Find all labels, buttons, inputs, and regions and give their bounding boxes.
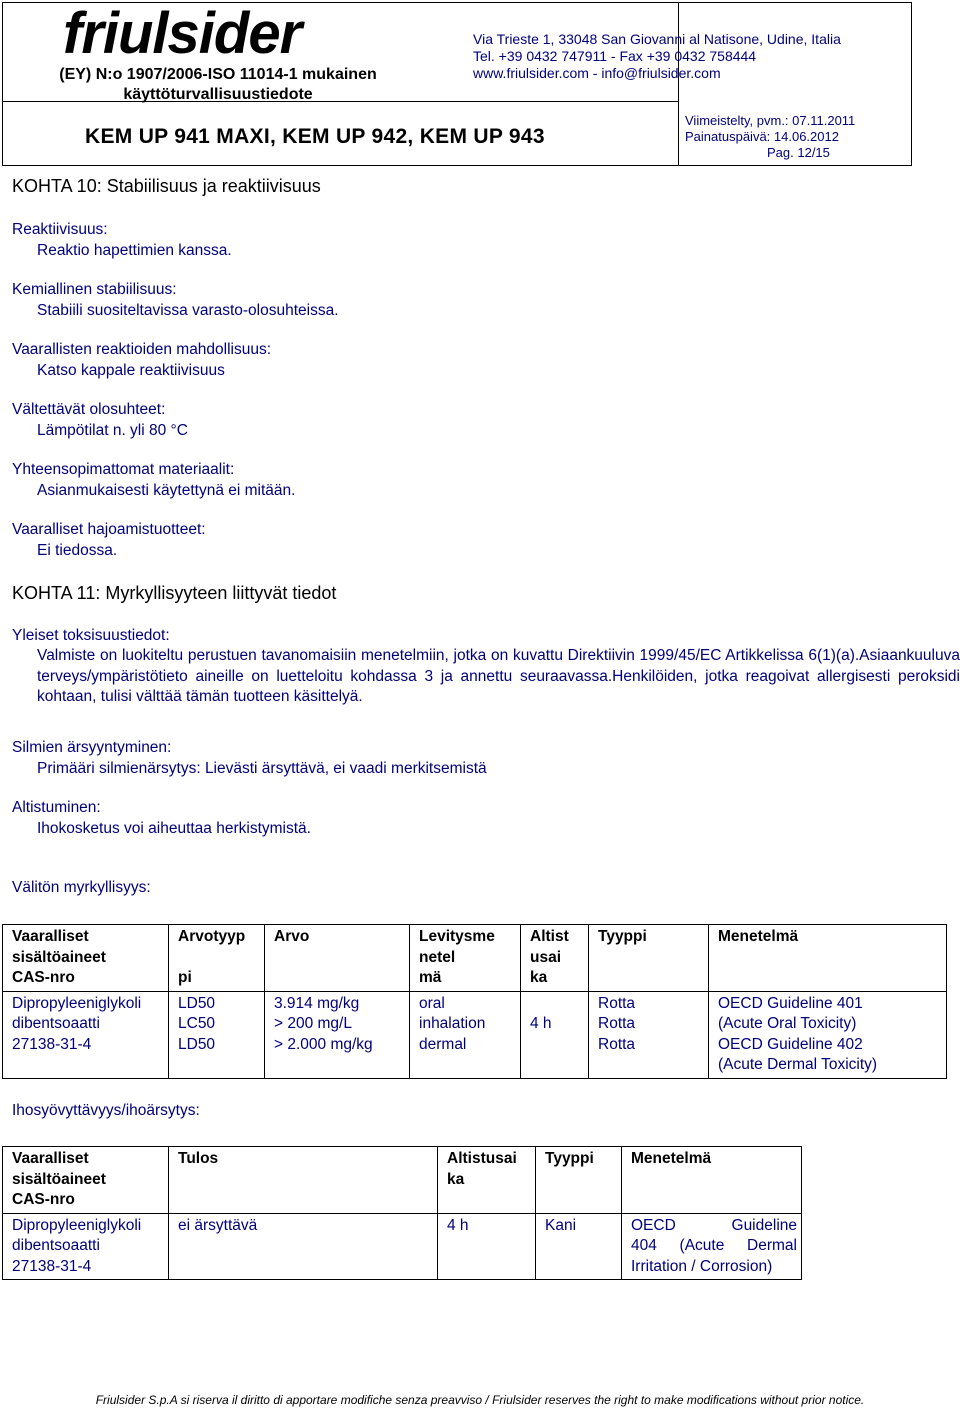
value-type-cell: LD50 LC50 LD50: [169, 991, 265, 1078]
substance-cell: Dipropyleeniglykoli dibentsoaatti 27138-31-4: [3, 991, 169, 1078]
print-date: Painatuspäivä: 14.06.2012: [685, 129, 839, 144]
column-header: Menetelmä: [622, 1147, 802, 1214]
exposure-label: Altistuminen:: [12, 799, 101, 816]
incompatible-materials-label: Yhteensopimattomat materiaalit:: [12, 461, 235, 478]
header-divider: [678, 3, 679, 165]
conditions-to-avoid-label: Vältettävät olosuhteet:: [12, 401, 166, 418]
general-toxicity-text: Valmiste on luokiteltu perustuen tavanomaisiin menetelmiin, jotka on kuvattu Direktiivin 1999/45/EC Artikkelissa 6(1)(a).Asiaankuuluva terveys/ympäristötieto aineille on luetteloitu kohdassa 3 ja annettu seuraavassa.Henkilöiden, jotka reagoivat allergisesti peroksidi kohtaan, tulisi välttää tämän tuotteen käsittelyä.: [37, 647, 960, 705]
general-toxicity-label: Yleiset toksisuustiedot:: [12, 627, 170, 644]
column-header: Menetelmä: [709, 925, 947, 992]
column-header: Tyyppi: [589, 925, 709, 992]
column-header: Tulos: [169, 1147, 438, 1214]
conditions-to-avoid-value: Lämpötilat n. yli 80 °C: [37, 422, 188, 439]
table-header-row: [3, 1147, 802, 1214]
eye-irritation-label: Silmien ärsyyntyminen:: [12, 739, 172, 756]
table-header-row: [3, 925, 947, 992]
product-name: KEM UP 941 MAXI, KEM UP 942, KEM UP 943: [85, 125, 545, 148]
column-header: Tyyppi: [536, 1147, 622, 1214]
stability-label: Kemiallinen stabiilisuus:: [12, 281, 177, 298]
skin-irritation-label: Ihosyövyttävyys/ihoärsytys:: [12, 1102, 200, 1119]
page-footer: Friulsider S.p.A si riserva il diritto di apportare modifiche senza preavviso / Friulsider reserves the right to make modifications without prior notice.: [95, 1393, 865, 1407]
value-cell: 3.914 mg/kg > 200 mg/L > 2.000 mg/kg: [265, 991, 410, 1078]
eye-irritation-value: Primääri silmienärsytys: Lievästi ärsyttävä, ei vaadi merkitsemistä: [37, 760, 487, 777]
acute-toxicity-label: Välitön myrkyllisyys:: [12, 879, 151, 896]
document-subtitle: (EY) N:o 1907/2006-ISO 11014-1 mukainen käyttöturvallisuustiedote: [59, 66, 377, 103]
table-row: [3, 991, 947, 1078]
column-header: Levitysme netel mä: [410, 925, 521, 992]
document-dates: [685, 113, 855, 161]
column-header: Altistusai ka: [438, 1147, 536, 1214]
column-header: Vaaralliset sisältöaineet CAS-nro: [3, 1147, 169, 1214]
column-header: Altist usai ka: [521, 925, 589, 992]
section-10-title: KOHTA 10: Stabiilisuus ja reaktiivisuus: [12, 176, 321, 196]
result-cell: ei ärsyttävä: [169, 1213, 438, 1280]
company-address: Via Trieste 1, 33048 San Giovanni al Natisone, Udine, Italia Tel. +39 0432 747911 - Fax +39 0432 758444 www.friulsider.com - info@friulsider.com: [473, 31, 841, 81]
substance-cell: Dipropyleeniglykoli dibentsoaatti 27138-31-4: [3, 1213, 169, 1280]
hazardous-reactions-label: Vaarallisten reaktioiden mahdollisuus:: [12, 341, 272, 358]
revision-date: Viimeistelty, pvm.: 07.11.2011: [685, 113, 856, 128]
hazardous-reactions-value: Katso kappale reaktiivisuus: [37, 362, 225, 379]
column-header: Vaaralliset sisältöaineet CAS-nro: [3, 925, 169, 992]
column-header: Arvotyyp pi: [169, 925, 265, 992]
reactivity-value: Reaktio hapettimien kanssa.: [37, 242, 232, 259]
exposure-time-cell: 4 h: [521, 991, 589, 1078]
stability-value: Stabiili suositeltavissa varasto-olosuhteissa.: [37, 302, 339, 319]
table-row: [3, 1213, 802, 1280]
acute-toxicity-table: [2, 924, 947, 1079]
column-header: Arvo: [265, 925, 410, 992]
skin-irritation-table: [2, 1146, 802, 1280]
species-cell: Kani: [536, 1213, 622, 1280]
exposure-value: Ihokosketus voi aiheuttaa herkistymistä.: [37, 820, 311, 837]
decomposition-products-value: Ei tiedossa.: [37, 542, 118, 559]
reactivity-label: Reaktiivisuus:: [12, 221, 108, 238]
company-logo: friulsider: [63, 1, 302, 66]
decomposition-products-label: Vaaralliset hajoamistuotteet:: [12, 521, 206, 538]
exposure-time-cell: 4 h: [438, 1213, 536, 1280]
method-cell: OECD Guideline 401 (Acute Oral Toxicity) OECD Guideline 402 (Acute Dermal Toxicity): [709, 991, 947, 1078]
incompatible-materials-value: Asianmukaisesti käytettynä ei mitään.: [37, 482, 296, 499]
page-number: Pag. 12/15: [767, 145, 830, 160]
section-11-title: KOHTA 11: Myrkyllisyyteen liittyvät tiedot: [12, 583, 337, 603]
route-cell: oral inhalation dermal: [410, 991, 521, 1078]
document-header: [2, 2, 912, 166]
method-cell: OECD Guideline 404 (Acute Dermal Irritation / Corrosion): [622, 1213, 802, 1280]
species-cell: Rotta Rotta Rotta: [589, 991, 709, 1078]
